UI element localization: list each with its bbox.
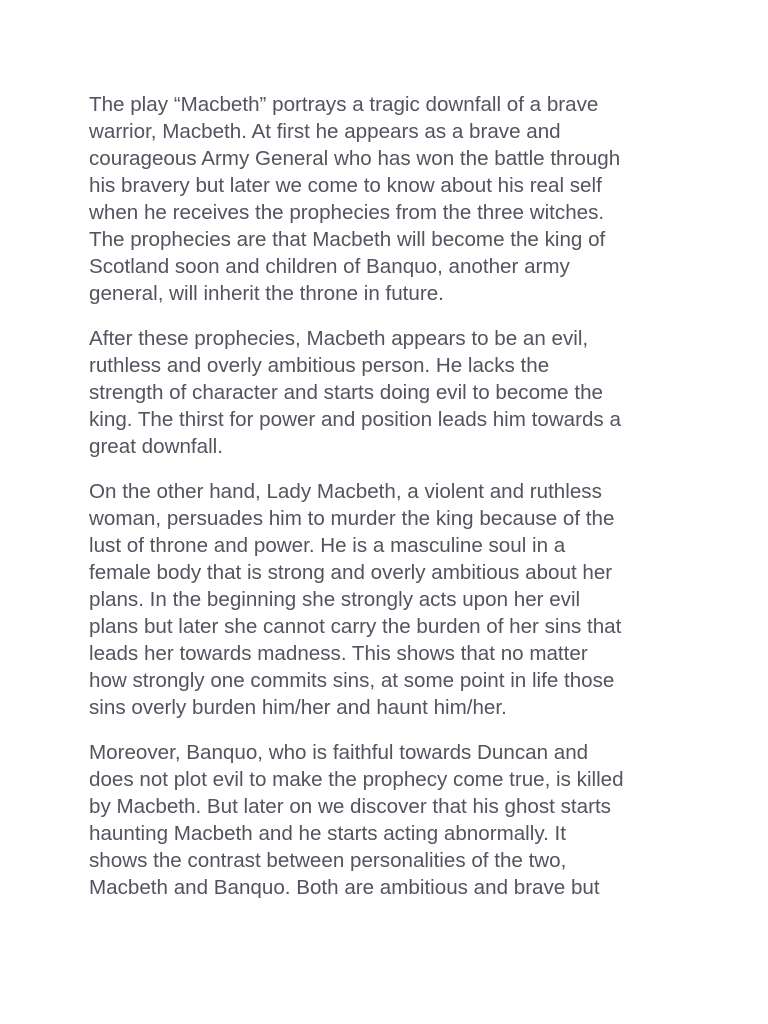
text-line: The prophecies are that Macbeth will become the king of — [89, 228, 606, 251]
text-line: courageous Army General who has won the battle through — [89, 147, 621, 170]
text-line: shows the contrast between personalities of the two, — [89, 849, 567, 872]
text-line: lust of throne and power. He is a masculine soul in a — [89, 534, 566, 557]
text-line: king. The thirst for power and position leads him towards a — [89, 408, 621, 431]
document-body — [89, 91, 689, 919]
text-line: leads her towards madness. This shows that no matter — [89, 642, 588, 665]
paragraph-1 — [89, 91, 689, 307]
text-line: by Macbeth. But later on we discover that his ghost starts — [89, 795, 611, 818]
paragraph-4 — [89, 739, 689, 901]
text-line: haunting Macbeth and he starts acting abnormally. It — [89, 822, 566, 845]
text-line: strength of character and starts doing evil to become the — [89, 381, 603, 404]
text-line: does not plot evil to make the prophecy come true, is killed — [89, 768, 624, 791]
text-line: After these prophecies, Macbeth appears to be an evil, — [89, 327, 589, 350]
text-line: Scotland soon and children of Banquo, another army — [89, 255, 570, 278]
text-line: Moreover, Banquo, who is faithful towards Duncan and — [89, 741, 589, 764]
text-line: general, will inherit the throne in future. — [89, 282, 444, 305]
text-line: warrior, Macbeth. At first he appears as a brave and — [89, 120, 561, 143]
text-line: sins overly burden him/her and haunt him/her. — [89, 696, 507, 719]
text-line: ruthless and overly ambitious person. He lacks the — [89, 354, 550, 377]
paragraph-3 — [89, 478, 689, 721]
text-line: when he receives the prophecies from the three witches. — [89, 201, 605, 224]
text-line: great downfall. — [89, 435, 223, 458]
text-line: Macbeth and Banquo. Both are ambitious and brave but — [89, 876, 600, 899]
paragraph-2 — [89, 325, 689, 460]
text-line: woman, persuades him to murder the king because of the — [89, 507, 615, 530]
text-line: plans. In the beginning she strongly acts upon her evil — [89, 588, 581, 611]
text-line: his bravery but later we come to know about his real self — [89, 174, 602, 197]
text-line: plans but later she cannot carry the burden of her sins that — [89, 615, 622, 638]
text-line: how strongly one commits sins, at some point in life those — [89, 669, 615, 692]
text-line: The play “Macbeth” portrays a tragic downfall of a brave — [89, 93, 599, 116]
text-line: On the other hand, Lady Macbeth, a violent and ruthless — [89, 480, 602, 503]
text-line: female body that is strong and overly ambitious about her — [89, 561, 613, 584]
